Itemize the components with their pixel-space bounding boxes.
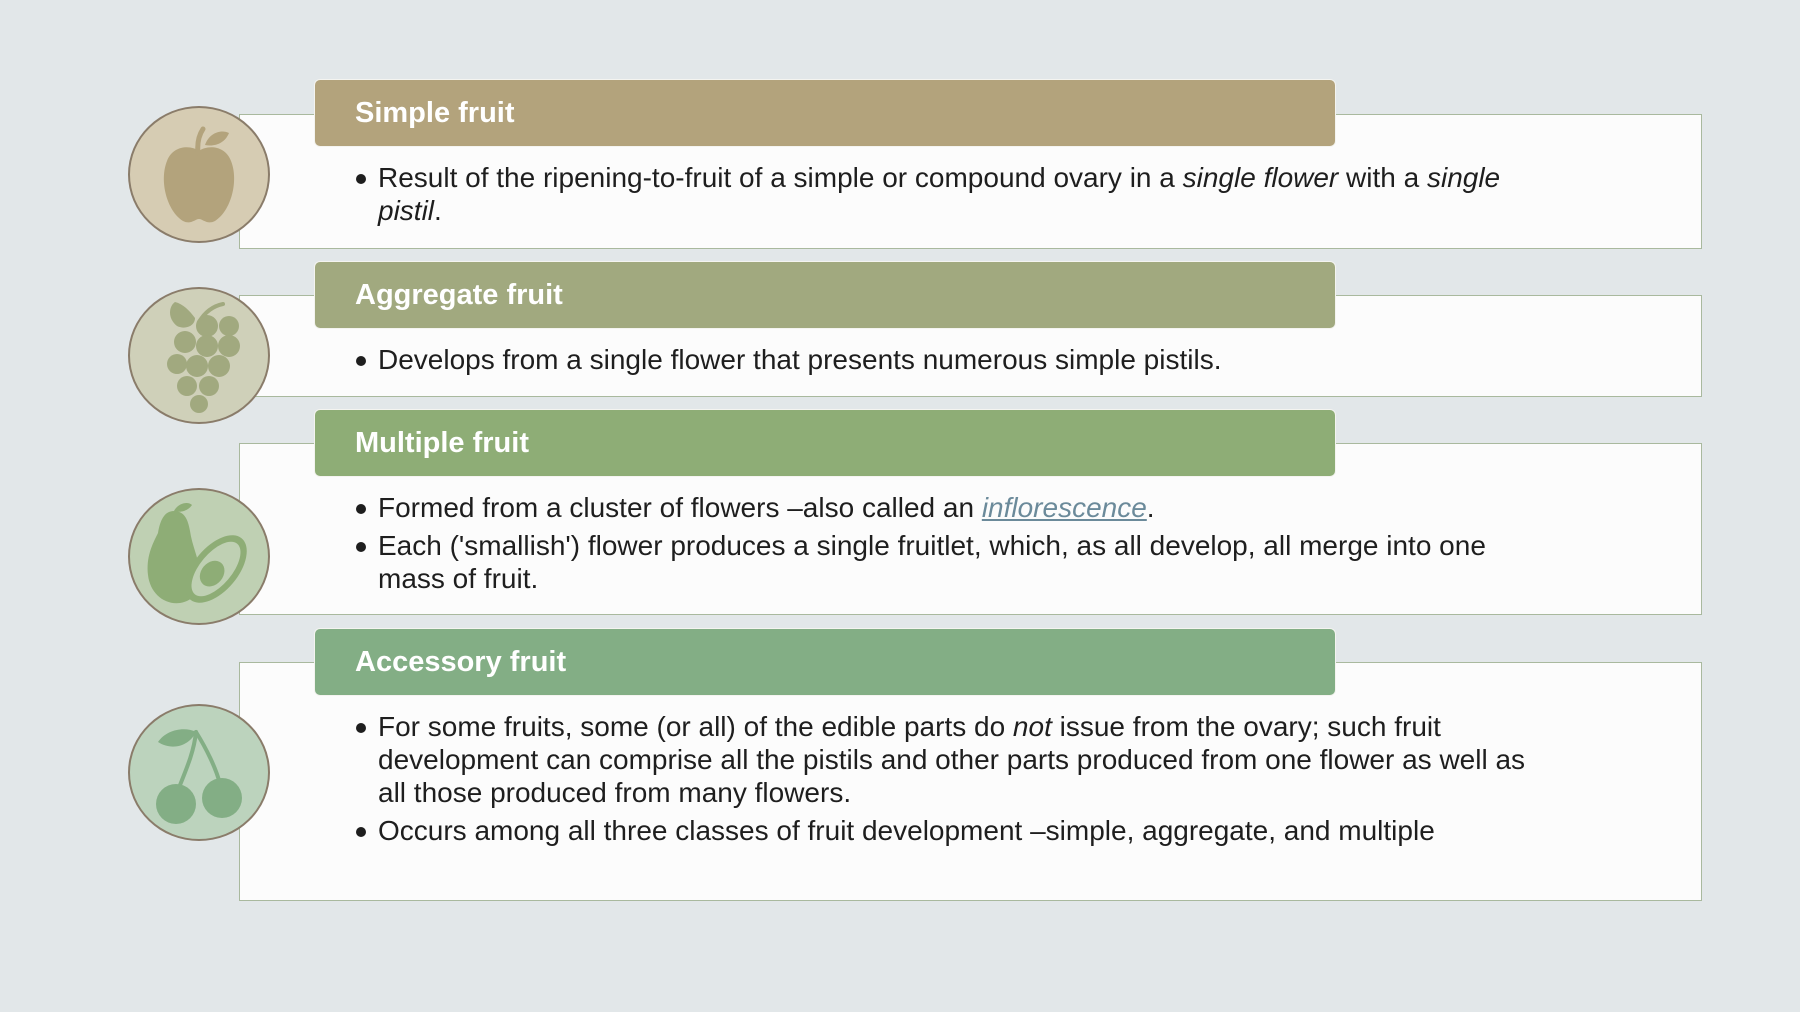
accessory-fruit-bullets [356,710,1556,852]
list-item: Result of the ripening-to-fruit of a simple or compound ovary in a single flower with a single pistil. [356,161,1556,227]
accessory-fruit-title: Accessory fruit [355,645,567,678]
aggregate-fruit-bullets [356,343,1556,381]
list-item: For some fruits, some (or all) of the edible parts do not issue from the ovary; such fruit development can comprise all the pistils and other parts produced from one flower as well as all those produced from many flowers. [356,710,1556,809]
list-item: Each ('smallish') flower produces a single fruitlet, which, as all develop, all merge into one mass of fruit. [356,529,1556,595]
simple-fruit-icon-circle [128,106,270,243]
accessory-fruit-icon-circle [128,704,270,841]
list-item: Develops from a single flower that presents numerous simple pistils. [356,343,1556,376]
list-item: Formed from a cluster of flowers –also called an inflorescence. [356,491,1556,524]
grapes-icon [149,296,249,416]
accessory-fruit-header [314,628,1336,696]
list-item: Occurs among all three classes of fruit development –simple, aggregate, and multiple [356,814,1556,847]
aggregate-fruit-header [314,261,1336,329]
aggregate-fruit-icon-circle [128,287,270,424]
cherries-icon [144,718,254,828]
avocado-icon [144,499,254,615]
aggregate-fruit-title: Aggregate fruit [355,278,563,311]
multiple-fruit-bullets [356,491,1556,600]
inflorescence-link[interactable]: inflorescence [981,492,1147,523]
multiple-fruit-title: Multiple fruit [355,426,529,459]
multiple-fruit-header [314,409,1336,477]
simple-fruit-header [314,79,1336,147]
simple-fruit-title: Simple fruit [355,96,515,129]
simple-fruit-bullets [356,161,1556,232]
multiple-fruit-icon-circle [128,488,270,625]
apple-icon [151,123,247,227]
